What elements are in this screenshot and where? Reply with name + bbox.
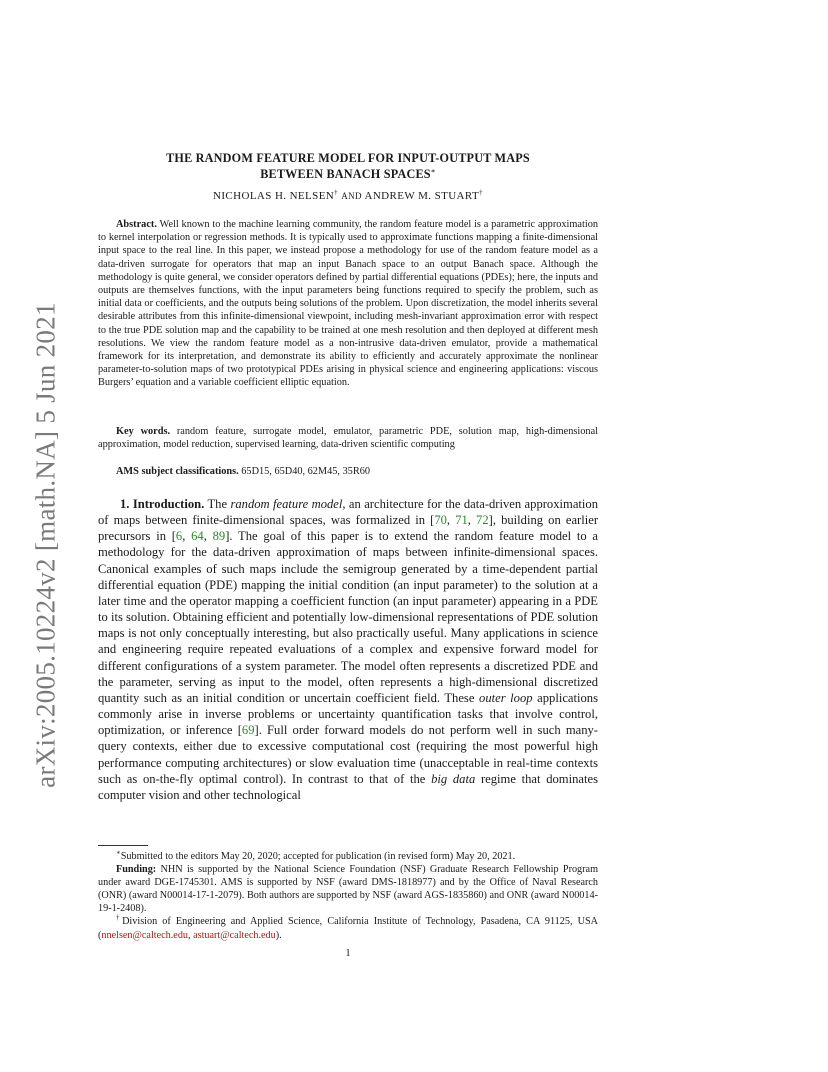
footnote-text: , <box>188 929 194 941</box>
intro-text: regime that dominates computer vision and other technological <box>98 771 598 802</box>
ams-label: AMS subject classifications. <box>116 466 239 477</box>
intro-text: , <box>446 513 456 528</box>
footnote-affiliation <box>98 915 598 941</box>
author-list <box>98 190 598 202</box>
citation-link[interactable]: 71 <box>455 513 468 528</box>
author-1: NICHOLAS H. NELSEN <box>212 190 335 202</box>
funding-label: Funding: <box>116 864 157 876</box>
footnote-mark: ∗ <box>116 848 121 857</box>
intro-text: The <box>207 497 228 511</box>
arxiv-identifier: arXiv:2005.10224v2 [math.NA] 5 Jun 2021 <box>30 302 61 788</box>
keywords-text: random feature, surrogate model, emulator, parametric PDE, solution map, high-dimensional approximation, model reduction, supervised learning, data-driven scientific computing <box>98 426 598 451</box>
abstract <box>98 218 598 390</box>
citation-link[interactable]: 72 <box>476 513 489 528</box>
email-link[interactable]: astuart@caltech.edu <box>193 929 276 941</box>
intro-text: ]. Full order forward models do not perform well in such many-query contexts, either due to excessive computational cost (requiring the most powerful high performance computing architectures) or slow evaluation time (unacceptable in real-time contexts such as on-the-fly optimal control). In contrast to that of the <box>98 723 598 786</box>
intro-emphasis: random feature model <box>230 497 343 511</box>
paper-title <box>98 150 598 182</box>
footnote-funding <box>98 863 598 915</box>
abstract-label: Abstract. <box>116 219 157 230</box>
citation-link[interactable]: 6 <box>175 529 183 544</box>
title-footnote-mark: ∗ <box>430 166 436 175</box>
keywords <box>98 425 598 451</box>
footnotes <box>98 850 598 942</box>
title-line-2: BETWEEN BANACH SPACES <box>260 167 431 181</box>
author-2-mark: † <box>479 188 483 197</box>
citation-link[interactable]: 89 <box>212 529 226 544</box>
intro-text: , <box>182 529 192 544</box>
intro-text: ], building on earlier precursors in [ <box>98 513 599 544</box>
intro-text: , an architecture for the data-driven approximation of maps between finite-dimensional spaces, was formalized in [ <box>98 497 599 528</box>
abstract-text: Well known to the machine learning community, the random feature model is a parametric approximation to kernel interpolation or regression methods. It is typically used to approximate functions mapping a finite-dimensional input space to the real line. In this paper, we instead propose a methodology for use of the random feature model as a data-driven surrogate for operators that map an input Banach space to an output Banach space. Although the methodology is quite general, we consider operators defined by partial differential equations (PDEs); here, the inputs and outputs are themselves functions, with the input parameters being functions required to specify the problem, such as initial data or coefficients, and the outputs being solutions of the problem. Upon discretization, the model inherits several desirable attributes from this infinite-dimensional viewpoint, including mesh-invariant approximation error with respect to the true PDE solution map and the capability to be trained at one mesh resolution and then deployed at different mesh resolutions. We view the random feature model as a non-intrusive data-driven emulator, provide a mathematical framework for its interpretation, and demonstrate its ability to efficiently and accurately approximate the nonlinear parameter-to-solution maps of two prototypical PDEs arising in physical science and engineering applications: viscous Burgers’ equation and a variable coefficient elliptic equation. <box>98 219 599 389</box>
footnote-text: Division of Engineering and Applied Science, California Institute of Technology, Pasadena, CA 91125, USA ( <box>98 916 598 941</box>
footnote-submitted <box>98 850 598 863</box>
intro-text: , <box>467 513 477 528</box>
author-1-mark: † <box>334 188 339 197</box>
author-2: ANDREW M. STUART <box>364 190 480 202</box>
authors-and: AND <box>341 191 362 201</box>
footnote-divider <box>98 845 148 846</box>
ams-classifications <box>98 465 598 478</box>
ams-text: 65D15, 65D40, 62M45, 35R60 <box>241 466 370 477</box>
citation-link[interactable]: 70 <box>434 513 447 528</box>
introduction-section <box>98 496 598 803</box>
citation-link[interactable]: 64 <box>191 529 204 544</box>
footnote-text: ). <box>275 929 282 941</box>
footnote-text: Submitted to the editors May 20, 2020; accepted for publication (in revised form) May 20, 2021. <box>120 851 516 862</box>
intro-emphasis: outer loop <box>479 690 533 705</box>
email-link[interactable]: nnelsen@caltech.edu <box>101 929 189 941</box>
intro-emphasis: big data <box>431 771 476 786</box>
footnote-text: NHN is supported by the National Science Foundation (NSF) Graduate Research Fellowship Program under award DGE-1745301. AMS is supported by NSF (award DMS-1818977) and by the Office of Naval Research (ONR) (award N00014-17-1-2079). Both authors are supported by NSF (award AGS-1835860) and ONR (award N00014-19-1-2408). <box>98 864 598 915</box>
citation-link[interactable]: 69 <box>241 723 255 738</box>
title-line-1: THE RANDOM FEATURE MODEL FOR INPUT-OUTPUT MAPS <box>166 151 530 165</box>
intro-text: applications commonly arise in inverse problems or uncertainty quantification tasks that involve control, optimization, or inference [ <box>98 690 598 738</box>
intro-text: , <box>203 529 213 544</box>
page-number: 1 <box>345 948 351 959</box>
footnote-mark: † <box>116 914 123 923</box>
keywords-label: Key words. <box>116 426 171 437</box>
intro-text: ]. The goal of this paper is to extend the random feature model to a methodology for the data-driven approximation of maps between infinite-dimensional spaces. Canonical examples of such maps include the semigroup generated by a time-dependent partial differential equation (PDE) mapping the initial condition (an input parameter) to the solution at a later time and the operator mapping a coefficient function (an input parameter) appearing in a PDE to its solution. Obtaining efficient and potentially low-dimensional representations of PDE solution maps is not only conceptually interesting, but also practically useful. Many applications in science and engineering require repeated evaluations of a complex and expensive forward model for different configurations of a system parameter. The model often represents a discretized PDE and the parameter, serving as input to the model, often represents a high-dimensional discretized quantity such as an initial condition or uncertain coefficient field. These <box>98 529 598 705</box>
section-heading: 1. Introduction. <box>120 497 205 511</box>
